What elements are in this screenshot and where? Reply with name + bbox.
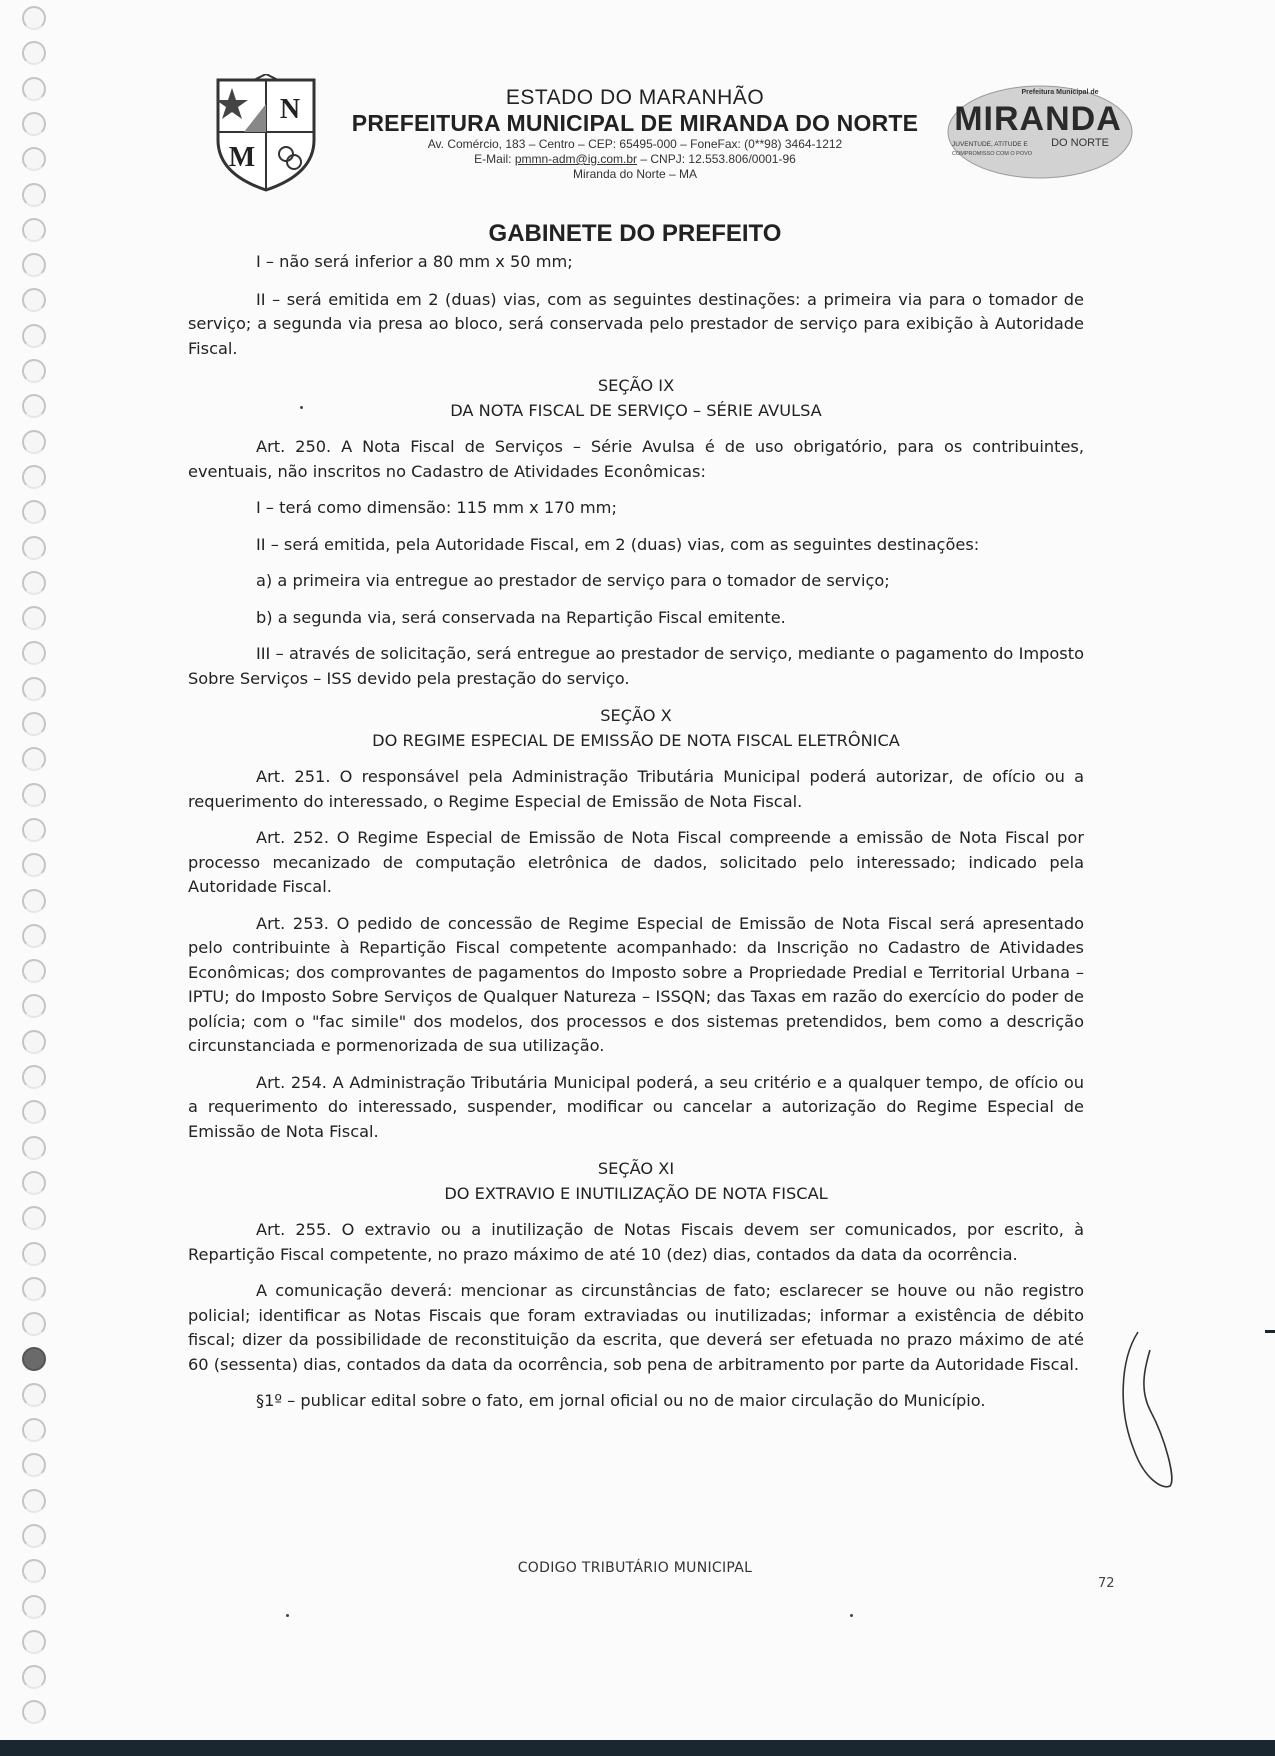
crest-letter-n: N bbox=[279, 94, 301, 125]
letterhead bbox=[330, 86, 940, 182]
article-255-communication: A comunicação deverá: mencionar as circunstâncias de fato; esclarecer se houve ou não registro policial; identificar as Notas Fiscais que foram extraviadas ou inutilizadas; informar a existência de débito fiscal; dizer da possibilidade de reconstituição da escrita, que deverá ser efetuada no prazo máximo de até 60 (sessenta) dias, contados da data da ocorrência, sob pena de arbitramento por parte da Autoridade Fiscal. bbox=[188, 1281, 1084, 1374]
binder-hole bbox=[22, 1559, 46, 1583]
brand-name: MIRANDA bbox=[954, 100, 1122, 138]
article-250-inciso-iii: III – através de solicitação, será entregue ao prestador de serviço, mediante o pagamento do Imposto Sobre Serviços – ISS devido pela prestação do serviço. bbox=[188, 644, 1084, 688]
binder-hole bbox=[22, 889, 46, 913]
state-name: ESTADO DO MARANHÃO bbox=[505, 86, 765, 109]
section-x-heading bbox=[188, 703, 1084, 753]
gabinete-title: GABINETE DO PREFEITO bbox=[488, 220, 782, 247]
binder-hole bbox=[22, 1383, 46, 1407]
email-label: E-Mail: bbox=[474, 152, 515, 166]
section-ix-number: SEÇÃO IX bbox=[597, 376, 675, 395]
brand-tagline-2: COMPROMISSO COM O POVO bbox=[952, 151, 1033, 157]
binder-hole bbox=[22, 77, 46, 101]
prefeitura-name: PREFEITURA MUNICIPAL DE MIRANDA DO NORTE bbox=[351, 110, 919, 136]
article-250: Art. 250. A Nota Fiscal de Serviços – Série Avulsa é de uso obrigatório, para os contribuintes, eventuais, não inscritos no Cadastro de Atividades Econômicas: bbox=[188, 437, 1084, 481]
binder-hole bbox=[22, 1312, 46, 1336]
city-line: Miranda do Norte – MA bbox=[572, 167, 698, 181]
article-253: Art. 253. O pedido de concessão de Regime Especial de Emissão de Nota Fiscal será apresentado pelo contribuinte à Repartição Fiscal competente acompanhado: da Inscrição no Cadastro de Atividades Econômicas; dos comprovantes de pagamentos do Imposto sobre a Propriedade Predial e Territorial Urbana – IPTU; do Imposto Sobre Serviços de Qualquer Natureza – ISSQN; das Taxas em razão do exercício do poder de polícia; com o "fac simile" dos modelos, dos processos e dos sistemas pretendidos, bem como a descrição circunstanciada e pormenorizada de sua utilização. bbox=[188, 913, 1084, 1055]
section-x-title: DO REGIME ESPECIAL DE EMISSÃO DE NOTA FISCAL ELETRÔNICA bbox=[372, 731, 900, 750]
binder-hole bbox=[22, 783, 46, 807]
section-ix-heading bbox=[188, 373, 1084, 423]
binder-hole bbox=[22, 1524, 46, 1548]
section-ix-title: DA NOTA FISCAL DE SERVIÇO – SÉRIE AVULSA bbox=[450, 401, 822, 420]
brand-sub: DO NORTE bbox=[1051, 137, 1109, 149]
miranda-brand-logo bbox=[940, 80, 1140, 180]
binder-hole bbox=[22, 1065, 46, 1089]
contact-line bbox=[330, 152, 940, 167]
binder-hole bbox=[22, 1418, 46, 1442]
scan-dot bbox=[850, 1614, 853, 1617]
address-line: Av. Comércio, 183 – Centro – CEP: 65495-000 – FoneFax: (0**98) 3464-1212 bbox=[427, 137, 843, 151]
binder-hole bbox=[22, 253, 46, 277]
cnpj-text: – CNPJ: 12.553.806/0001-96 bbox=[637, 152, 796, 166]
binder-hole bbox=[22, 218, 46, 242]
binder-hole bbox=[22, 112, 46, 136]
section-xi-number: SEÇÃO XI bbox=[597, 1159, 675, 1178]
article-252: Art. 252. O Regime Especial de Emissão de Nota Fiscal compreende a emissão de Nota Fiscal por processo mecanizado de computação eletrônica de dados, solicitado pelo interessado; indicado pela Autoridade Fiscal. bbox=[188, 828, 1084, 896]
binder-hole bbox=[22, 1206, 46, 1230]
crest-letter-m: M bbox=[228, 142, 256, 173]
binder-hole bbox=[22, 41, 46, 65]
article-250-item-b: b) a segunda via, será conservada na Repartição Fiscal emitente. bbox=[256, 607, 786, 627]
binder-hole bbox=[22, 1171, 46, 1195]
binder-hole bbox=[22, 465, 46, 489]
binder-hole bbox=[22, 747, 46, 771]
article-250-inciso-i: I – terá como dimensão: 115 mm x 170 mm; bbox=[256, 498, 617, 517]
document-body bbox=[188, 250, 1084, 1426]
brand-top-label: Prefeitura Municipal de bbox=[1021, 89, 1099, 96]
binder-hole bbox=[22, 536, 46, 560]
binder-hole bbox=[22, 994, 46, 1018]
binder-hole bbox=[22, 641, 46, 665]
binder-hole bbox=[22, 606, 46, 630]
section-xi-title: DO EXTRAVIO E INUTILIZAÇÃO DE NOTA FISCAL bbox=[444, 1184, 828, 1203]
binder-hole bbox=[22, 924, 46, 948]
article-255: Art. 255. O extravio ou a inutilização de Notas Fiscais devem ser comunicados, por escrito, à Repartição Fiscal competente, no prazo máximo de até 10 (dez) dias, contados da data da ocorrência. bbox=[188, 1220, 1084, 1264]
binder-holes bbox=[22, 6, 52, 1746]
scan-dot bbox=[286, 1614, 289, 1617]
binder-hole bbox=[22, 6, 46, 30]
paragraph-inciso-i: I – não será inferior a 80 mm x 50 mm; bbox=[256, 252, 573, 271]
binder-hole bbox=[22, 394, 46, 418]
binder-hole bbox=[22, 183, 46, 207]
binder-hole bbox=[22, 1277, 46, 1301]
handwritten-initial bbox=[1110, 1320, 1190, 1500]
article-250-item-a: a) a primeira via entregue ao prestador de serviço para o tomador de serviço; bbox=[256, 571, 890, 590]
municipal-crest-logo bbox=[214, 74, 318, 192]
binder-hole bbox=[22, 1242, 46, 1266]
binder-hole bbox=[22, 571, 46, 595]
binder-hole bbox=[22, 288, 46, 312]
binder-hole bbox=[22, 1630, 46, 1654]
footer-title: CODIGO TRIBUTÁRIO MUNICIPAL bbox=[517, 1560, 753, 1576]
article-251: Art. 251. O responsável pela Administração Tributária Municipal poderá autorizar, de ofício ou a requerimento do interessado, o Regime Especial de Emissão de Nota Fiscal. bbox=[188, 767, 1084, 811]
paragraph-inciso-ii: II – será emitida em 2 (duas) vias, com as seguintes destinações: a primeira via para o tomador de serviço; a segunda via presa ao bloco, será conservada pelo prestador de serviço para exibição à Autoridade Fiscal. bbox=[188, 289, 1084, 358]
section-xi-heading bbox=[188, 1156, 1084, 1206]
binder-hole bbox=[22, 1665, 46, 1689]
binder-hole bbox=[22, 959, 46, 983]
section-x-number: SEÇÃO X bbox=[600, 706, 672, 725]
binder-hole bbox=[22, 359, 46, 383]
page-number: 72 bbox=[1098, 1576, 1115, 1591]
binder-hole bbox=[22, 1595, 46, 1619]
binder-hole bbox=[22, 1100, 46, 1124]
scan-bottom-edge bbox=[0, 1740, 1275, 1756]
binder-hole bbox=[22, 324, 46, 348]
binder-hole bbox=[22, 1347, 46, 1371]
binder-hole bbox=[22, 1700, 46, 1724]
brand-tagline: JUVENTUDE, ATITUDE E bbox=[952, 141, 1028, 148]
binder-hole bbox=[22, 677, 46, 701]
email-link[interactable]: pmmn-adm@ig.com.br bbox=[514, 152, 638, 166]
binder-hole bbox=[22, 1136, 46, 1160]
scan-dot bbox=[300, 406, 303, 409]
binder-hole bbox=[22, 1489, 46, 1513]
binder-hole bbox=[22, 853, 46, 877]
binder-hole bbox=[22, 1453, 46, 1477]
binder-hole bbox=[22, 500, 46, 524]
binder-hole bbox=[22, 147, 46, 171]
binder-hole bbox=[22, 712, 46, 736]
article-254: Art. 254. A Administração Tributária Municipal poderá, a seu critério e a qualquer tempo, de ofício ou a requerimento do interessado, suspender, modificar ou cancelar a autorização do Regime Especial de Emissão de Nota Fiscal. bbox=[188, 1072, 1084, 1141]
binder-hole bbox=[22, 1030, 46, 1054]
paragraph-1: §1º – publicar edital sobre o fato, em jornal oficial ou no de maior circulação do Município. bbox=[256, 1391, 986, 1410]
scan-edge-mark bbox=[1265, 1330, 1275, 1333]
binder-hole bbox=[22, 818, 46, 842]
binder-hole bbox=[22, 430, 46, 454]
article-250-inciso-ii: II – será emitida, pela Autoridade Fiscal, em 2 (duas) vias, com as seguintes destinações: bbox=[256, 534, 980, 554]
